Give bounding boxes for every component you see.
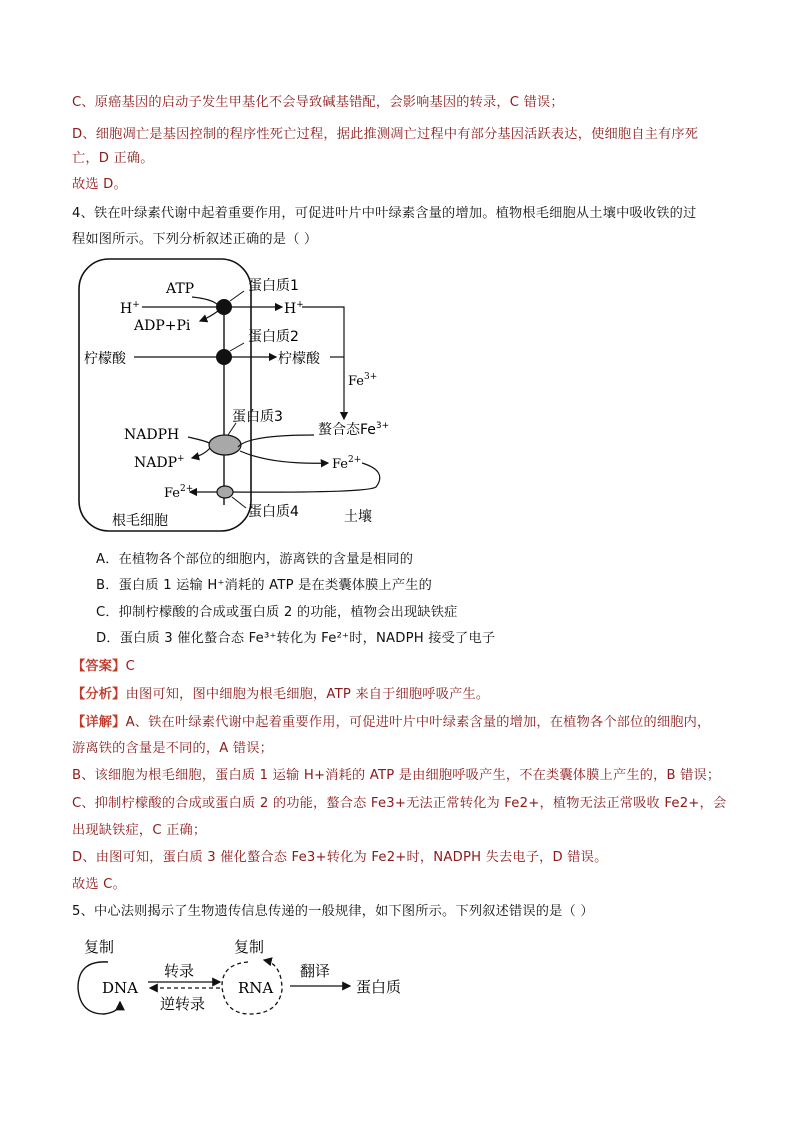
q4-detail-line2: 游离铁的含量是不同的，A 错误； [72, 741, 274, 756]
dna-replication-label: 复制 [84, 938, 115, 956]
protein-2-pointer [230, 343, 244, 351]
nadp-arrow [192, 448, 210, 458]
q4-option-d: D．蛋白质 3 催化螯合态 Fe³⁺转化为 Fe²⁺时，NADPH 接受了电子 [96, 631, 496, 646]
q4-analysis: 【分析】由图可知，图中细胞为根毛细胞，ATP 来自于细胞呼吸产生。 [72, 687, 490, 702]
cell-label: 根毛细胞 [112, 513, 168, 529]
dna-label: DNA [102, 979, 138, 997]
fe3-label: $Fe^{3+}$ [348, 372, 378, 389]
fe2-outside-label: $Fe^{2+}$ [332, 455, 362, 472]
q4-answer: 【答案】C [72, 659, 135, 674]
q4-detail-line6: D、由图可知，蛋白质 3 催化螯合态 Fe3+转化为 Fe2+时，NADPH 失去电子，D 错误。 [72, 850, 608, 865]
protein-4-label: 蛋白质4 [248, 504, 299, 520]
nadp-label: NADP+ [134, 454, 185, 471]
protein-label: 蛋白质 [356, 978, 402, 996]
protein-1-circle [216, 299, 232, 315]
rna-replication-label: 复制 [234, 938, 265, 956]
citric-inside-label: 柠檬酸 [84, 351, 126, 367]
chelated-fe3-label: 螯合态$Fe^{3+}$ [318, 421, 390, 438]
citric-outside-label: 柠檬酸 [278, 351, 320, 367]
translation-label: 翻译 [300, 962, 331, 980]
nadph-label: NADPH [124, 427, 180, 443]
q4-detail-line3: B、该细胞为根毛细胞，蛋白质 1 运输 H+消耗的 ATP 是由细胞呼吸产生，不在类囊体膜上产生的，B 错误； [72, 768, 721, 783]
q4-stem-line2: 程如图所示。下列分析叙述正确的是（ ） [72, 232, 318, 247]
protein-1-label: 蛋白质1 [248, 278, 299, 294]
q4-stem-line1: 4、铁在叶绿素代谢中起着重要作用，可促进叶片中叶绿素含量的增加。植物根毛细胞从土壤中吸收铁的过 [72, 206, 697, 221]
fe2-release-arrow [240, 451, 328, 463]
atp-label: ATP [166, 281, 195, 297]
prev-option-d-line1: D、细胞凋亡是基因控制的程序性死亡过程，据此推测凋亡过程中有部分基因活跃表达，使细胞自主有序死 [72, 127, 699, 142]
chelated-to-protein3 [238, 435, 314, 447]
reverse-transcription-label: 逆转录 [160, 995, 206, 1013]
q4-option-b: B．蛋白质 1 运输 H⁺消耗的 ATP 是在类囊体膜上产生的 [96, 578, 433, 593]
fe2-inside-label: $Fe^{2+}$ [164, 484, 194, 501]
protein-4-ellipse [217, 486, 233, 498]
q4-final-answer: 故选 C。 [72, 877, 126, 892]
protein-4-pointer [232, 497, 246, 508]
adp-arrow [200, 311, 218, 321]
transcription-label: 转录 [164, 962, 195, 980]
protein-3-ellipse [209, 435, 241, 455]
protein-3-label: 蛋白质3 [232, 409, 283, 425]
q4-detail-line5: 出现缺铁症，C 正确； [72, 823, 207, 838]
h-out-label: H+ [284, 300, 304, 317]
prev-option-c: C、原癌基因的启动子发生甲基化不会导致碱基错配，会影响基因的转录，C 错误； [72, 95, 564, 110]
prev-option-d-line2: 亡，D 正确。 [72, 151, 154, 166]
rna-label: RNA [238, 979, 274, 997]
fe2-return-line [232, 463, 380, 492]
q4-option-a: A．在植物各个部位的细胞内，游离铁的含量是相同的 [96, 552, 414, 567]
adp-label: ADP+Pi [134, 318, 191, 334]
q4-detail-line1: 【详解】A、铁在叶绿素代谢中起着重要作用，可促进叶片中叶绿素含量的增加，在植物各个部位的细胞内， [72, 715, 711, 730]
protein-2-circle [216, 349, 232, 365]
q5-stem: 5、中心法则揭示了生物遗传信息传递的一般规律，如下图所示。下列叙述错误的是（ ） [72, 904, 594, 919]
nadph-arrow [188, 437, 209, 443]
protein-1-pointer [230, 291, 244, 301]
soil-label: 土壤 [344, 509, 372, 525]
q4-detail-line4: C、抑制柠檬酸的合成或蛋白质 2 的功能，螯合态 Fe3+无法正常转化为 Fe2+，植物无法正常吸收 Fe2+，会 [72, 796, 727, 811]
iron-uptake-diagram [72, 255, 402, 535]
prev-answer: 故选 D。 [72, 177, 127, 192]
q4-option-c: C．抑制柠檬酸的合成或蛋白质 2 的功能，植物会出现缺铁症 [96, 605, 458, 620]
protein-2-label: 蛋白质2 [248, 329, 299, 345]
central-dogma-diagram [72, 930, 432, 1020]
h-in-label: H+ [120, 300, 140, 317]
atp-arrow [192, 297, 218, 305]
